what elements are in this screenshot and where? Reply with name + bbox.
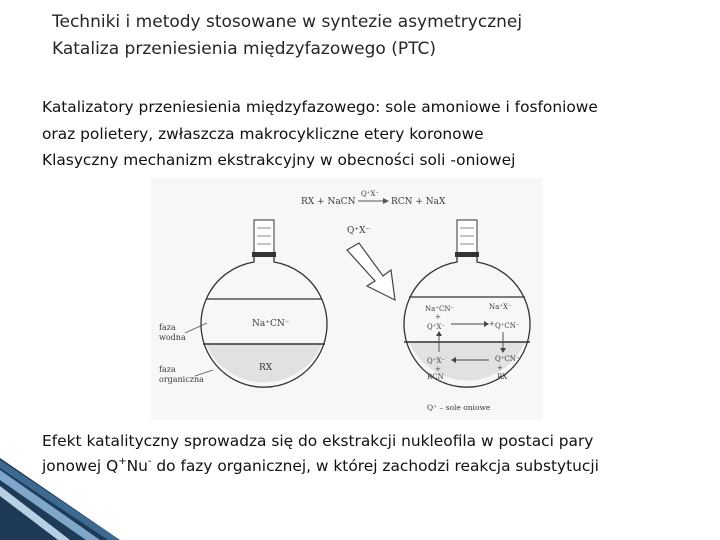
mechanism-text: Klasyczny mechanizm ekstrakcyjny w obecności soli -oniowej	[42, 151, 516, 169]
aqueous-phase-label-2: wodna	[159, 333, 186, 342]
right-qx-organic: Q⁺X⁻	[427, 357, 446, 365]
right-qx-aqueous: Q⁺X⁻	[427, 323, 446, 331]
ion-pair-text-a: jonowej Q	[42, 457, 119, 475]
transfer-arrow	[347, 243, 395, 300]
right-plus-1: +	[435, 313, 441, 321]
left-organic-content: RX	[259, 363, 273, 373]
catalysts-text: Katalizatory przeniesienia międzyfazowego: sole amoniowe i fosfoniowe	[42, 98, 598, 116]
ion-pair-text	[42, 453, 599, 479]
equation-arrowhead	[383, 198, 389, 204]
slide-subtitle: Kataliza przeniesienia międzyfazowego (PTC)	[52, 39, 436, 59]
cation-charge: +	[118, 455, 127, 467]
aqueous-phase-label-1: faza	[159, 323, 176, 332]
left-flask-stopper	[254, 220, 274, 255]
right-na-cn: Na⁺CN⁻	[425, 305, 455, 313]
transfer-arrow-label: Q⁺X⁻	[347, 226, 371, 236]
anion-charge: -	[147, 455, 152, 467]
aqueous-pointer	[185, 323, 207, 333]
equation-catalyst: Q⁺X⁻	[361, 190, 380, 198]
ion-pair-text-c: do fazy organicznej, w której zachodzi reakcja substytucji	[151, 457, 599, 475]
equation-left: RX + NaCN	[301, 197, 356, 207]
corner-decoration	[0, 440, 120, 540]
catalyst-legend: Q⁺ – sole oniowe	[427, 403, 491, 412]
ptc-diagram	[151, 178, 543, 420]
organic-phase-label-1: faza	[159, 365, 176, 374]
right-na-x: Na⁺X⁻	[489, 303, 512, 311]
right-plus-3: +	[435, 365, 441, 373]
organic-pointer	[195, 370, 213, 376]
left-aqueous-content: Na⁺CN⁻	[252, 319, 290, 329]
ptc-mechanism-figure	[151, 178, 543, 420]
right-flask	[404, 220, 530, 387]
right-rx: RX	[497, 373, 508, 381]
right-flask-stopper	[457, 220, 477, 255]
slide-title: Techniki i metody stosowane w syntezie asymetrycznej	[52, 12, 523, 32]
equation-right: RCN + NaX	[391, 197, 446, 207]
left-flask	[201, 220, 327, 387]
right-plus-4: +	[497, 364, 503, 372]
left-flask-collar	[252, 252, 276, 257]
right-flask-collar	[455, 252, 479, 257]
right-qcn-organic: Q⁺CN⁻	[495, 355, 520, 363]
organic-phase-label-2: organiczna	[159, 375, 204, 384]
catalytic-effect-text: Efekt katalityczny sprowadza się do ekstrakcji nukleofila w postaci pary	[42, 432, 594, 450]
right-qcn-aqueous: Q⁺CN⁻	[495, 322, 520, 330]
right-arrowhead-up-left	[436, 331, 442, 336]
right-rcn: RCN	[427, 373, 444, 381]
polyethers-text: oraz polietery, zwłaszcza makrocykliczne etery koronowe	[42, 125, 484, 143]
ion-pair-text-b: Nu	[126, 457, 148, 475]
right-plus-2: +	[489, 320, 495, 328]
